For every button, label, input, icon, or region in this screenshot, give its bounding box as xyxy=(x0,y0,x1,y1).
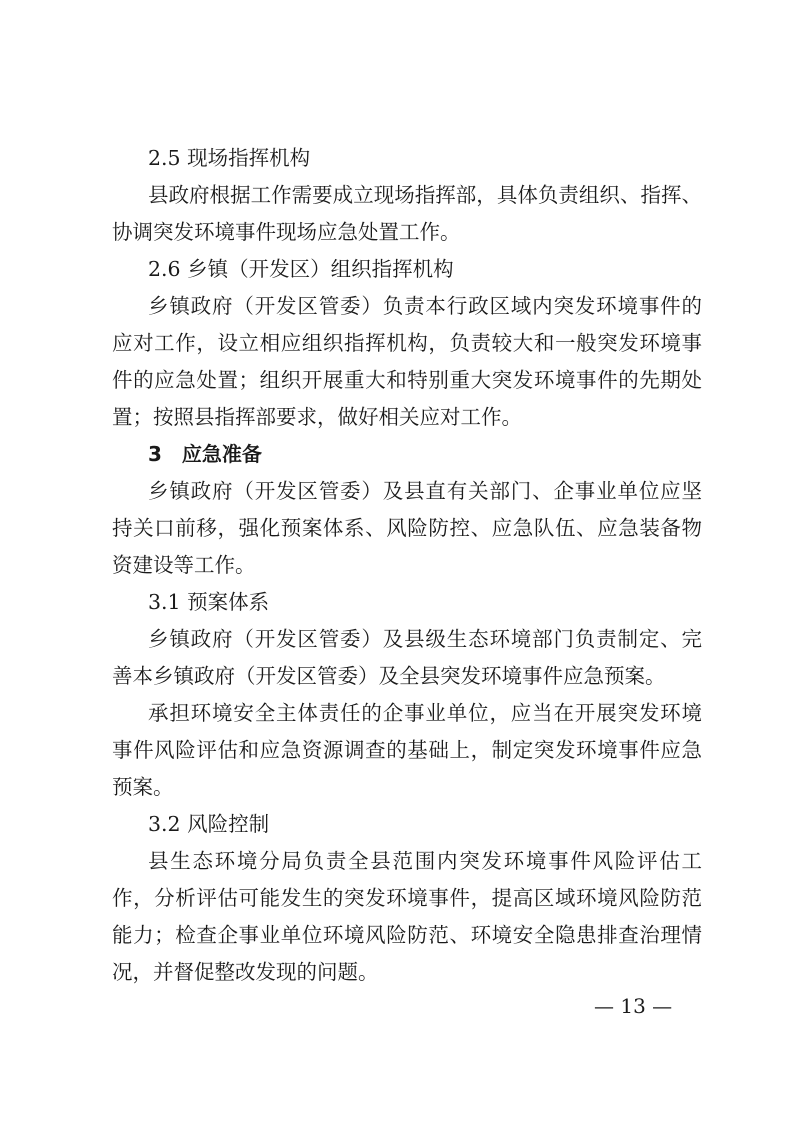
paragraph-line: 乡镇政府（开发区管委）及县直有关部门、企事业单位应坚 xyxy=(148,479,702,503)
paragraph-line: 善本乡镇政府（开发区管委）及全县突发环境事件应急预案。 xyxy=(112,664,666,688)
section-heading-3: 3 应急准备 xyxy=(148,442,262,466)
paragraph-line: 持关口前移，强化预案体系、风险防控、应急队伍、应急装备物 xyxy=(112,516,702,540)
paragraph-line: 县政府根据工作需要成立现场指挥部，具体负责组织、指挥、 xyxy=(148,183,702,207)
paragraph-line: 事件风险评估和应急资源调查的基础上，制定突发环境事件应急 xyxy=(112,738,702,762)
paragraph-line: 件的应急处置；组织开展重大和特别重大突发环境事件的先期处 xyxy=(112,368,702,392)
paragraph-line: 预案。 xyxy=(112,775,174,799)
paragraph-line: 应对工作，设立相应组织指挥机构，负责较大和一般突发环境事 xyxy=(112,331,702,355)
section-heading-2-6: 2.6 乡镇（开发区）组织指挥机构 xyxy=(148,257,454,281)
section-heading-2-5: 2.5 现场指挥机构 xyxy=(148,146,311,170)
page-number: — 13 — xyxy=(594,994,673,1018)
paragraph-line: 资建设等工作。 xyxy=(112,553,256,577)
paragraph-line: 协调突发环境事件现场应急处置工作。 xyxy=(112,220,461,244)
section-heading-3-1: 3.1 预案体系 xyxy=(148,590,270,614)
paragraph-line: 承担环境安全主体责任的企事业单位，应当在开展突发环境 xyxy=(148,701,702,725)
paragraph-line: 乡镇政府（开发区管委）负责本行政区域内突发环境事件的 xyxy=(148,294,702,318)
paragraph-line: 况，并督促整改发现的问题。 xyxy=(112,960,379,984)
paragraph-line: 乡镇政府（开发区管委）及县级生态环境部门负责制定、完 xyxy=(148,627,702,651)
paragraph-line: 县生态环境分局负责全县范围内突发环境事件风险评估工 xyxy=(148,849,702,873)
paragraph-line: 能力；检查企事业单位环境风险防范、环境安全隐患排查治理情 xyxy=(112,923,702,947)
paragraph-line: 作，分析评估可能发生的突发环境事件，提高区域环境风险防范 xyxy=(112,886,702,910)
section-heading-3-2: 3.2 风险控制 xyxy=(148,812,270,836)
paragraph-line: 置；按照县指挥部要求，做好相关应对工作。 xyxy=(112,405,522,429)
